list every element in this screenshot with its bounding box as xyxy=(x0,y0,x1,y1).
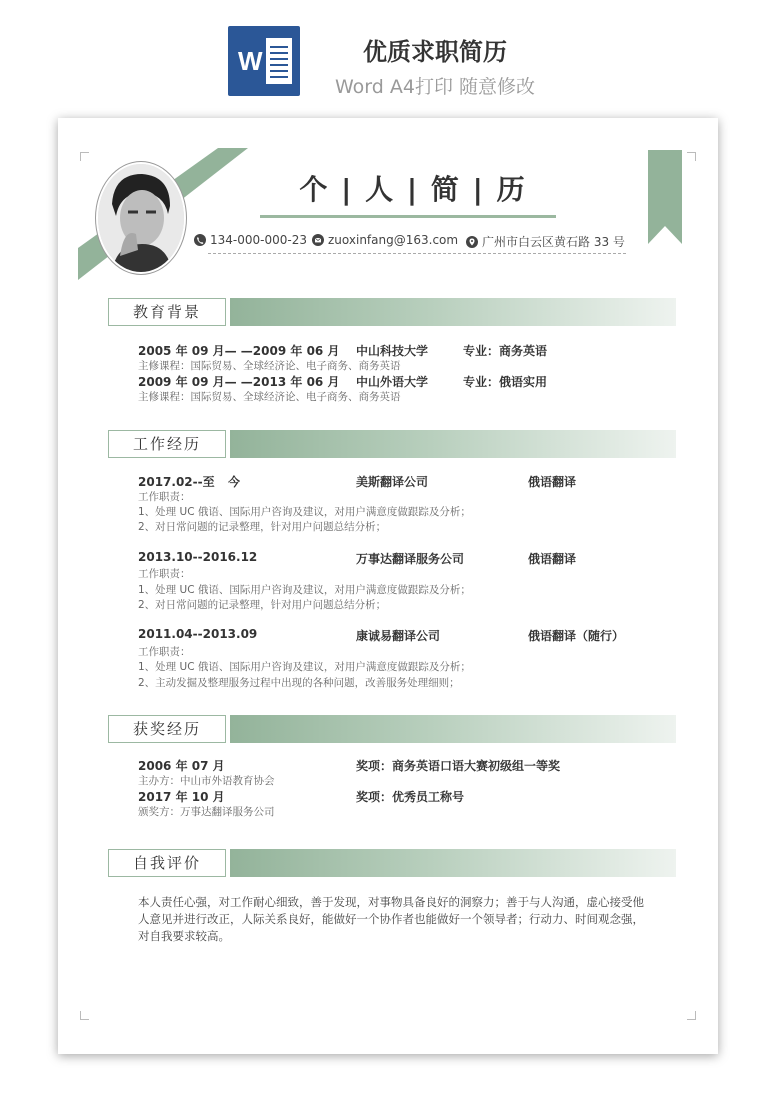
award-date: 2017 年 10 月 xyxy=(138,790,225,804)
edu-school: 中山外语大学 xyxy=(356,375,429,389)
document-page-icon xyxy=(266,38,292,84)
work-duty-label: 工作职责： xyxy=(138,646,191,658)
section-heading: 自我评价 xyxy=(108,849,226,877)
work-period: 2011.04--2013.09 xyxy=(138,627,258,641)
email-icon xyxy=(312,234,324,246)
work-duty: 1、处理 UC 俄语、国际用户咨询及建议，对用户满意度做跟踪及分析； xyxy=(138,661,471,673)
award-org: 主办方：中山市外语教育协会 xyxy=(138,775,275,787)
edu-period: 2009 年 09 月— —2013 年 06 月 xyxy=(138,375,340,389)
location-icon xyxy=(466,236,478,248)
crop-mark xyxy=(687,1011,696,1020)
address-text: 广州市白云区黄石路 33 号 xyxy=(482,235,625,249)
edu-school: 中山科技大学 xyxy=(356,344,429,358)
phone-text: 134-000-000-23 xyxy=(210,233,307,247)
work-company: 美斯翻译公司 xyxy=(356,475,429,489)
phone-icon xyxy=(194,234,206,246)
edu-courses: 主修课程：国际贸易、全球经济论、电子商务、商务英语 xyxy=(138,360,401,372)
section-work xyxy=(108,430,676,458)
work-period-end: 今 xyxy=(228,475,241,489)
self-eval-text: 本人责任心强，对工作耐心细致，善于发现，对事物具备良好的洞察力；善于与人沟通，虚心接受他人意见并进行改正，人际关系良好，能做好一个协作者也能做好一个领导者；行动力、时间观念强，对自我要求较高。 xyxy=(138,895,644,943)
bookmark-ribbon xyxy=(648,150,682,246)
banner-title: 优质求职简历 xyxy=(363,38,507,66)
edu-major: 专业：商务英语 xyxy=(463,344,548,358)
work-role: 俄语翻译 xyxy=(528,552,577,566)
work-duty-label: 工作职责： xyxy=(138,491,191,503)
section-heading: 获奖经历 xyxy=(108,715,226,743)
award-date: 2006 年 07 月 xyxy=(138,759,225,773)
section-bar xyxy=(230,715,676,743)
contact-divider xyxy=(208,253,626,254)
award-name: 奖项：优秀员工称号 xyxy=(356,790,465,804)
title-underline xyxy=(260,215,556,218)
section-awards xyxy=(108,715,676,743)
edu-courses: 主修课程：国际贸易、全球经济论、电子商务、商务英语 xyxy=(138,391,401,403)
resume-page xyxy=(58,118,718,1054)
work-role: 俄语翻译（随行） xyxy=(528,629,625,643)
work-duty: 2、对日常问题的记录整理，针对用户问题总结分析； xyxy=(138,521,387,533)
section-heading: 工作经历 xyxy=(108,430,226,458)
section-heading: 教育背景 xyxy=(108,298,226,326)
word-icon xyxy=(228,26,300,96)
award-name: 奖项：商务英语口语大赛初级组一等奖 xyxy=(356,759,561,773)
resume-title: 个 | 人 | 简 | 历 xyxy=(299,173,527,206)
word-icon-letter: W xyxy=(238,46,263,76)
section-bar xyxy=(230,298,676,326)
section-self-eval xyxy=(108,849,676,877)
edu-major: 专业：俄语实用 xyxy=(463,375,548,389)
edu-period: 2005 年 09 月— —2009 年 06 月 xyxy=(138,344,340,358)
contact-address xyxy=(466,233,625,250)
section-education xyxy=(108,298,676,326)
work-company: 康诚易翻译公司 xyxy=(356,629,441,643)
award-org: 颁奖方：万事达翻译服务公司 xyxy=(138,806,275,818)
work-period: 2013.10--2016.12 xyxy=(138,550,258,564)
contact-phone xyxy=(194,233,307,247)
crop-mark xyxy=(80,1011,89,1020)
work-duty: 2、主动发掘及整理服务过程中出现的各种问题，改善服务处理细则； xyxy=(138,677,460,689)
work-duty-label: 工作职责： xyxy=(138,568,191,580)
work-period: 2017.02--至 xyxy=(138,475,215,489)
work-company: 万事达翻译服务公司 xyxy=(356,552,465,566)
crop-mark xyxy=(687,152,696,161)
work-duty: 1、处理 UC 俄语、国际用户咨询及建议，对用户满意度做跟踪及分析； xyxy=(138,506,471,518)
section-bar xyxy=(230,430,676,458)
contact-email xyxy=(312,233,458,247)
email-text: zuoxinfang@163.com xyxy=(328,233,459,247)
avatar xyxy=(96,162,186,274)
section-bar xyxy=(230,849,676,877)
work-role: 俄语翻译 xyxy=(528,475,577,489)
work-duty: 2、对日常问题的记录整理，针对用户问题总结分析； xyxy=(138,599,387,611)
banner-subtitle: Word A4打印 随意修改 xyxy=(334,76,535,98)
work-duty: 1、处理 UC 俄语、国际用户咨询及建议，对用户满意度做跟踪及分析； xyxy=(138,584,471,596)
